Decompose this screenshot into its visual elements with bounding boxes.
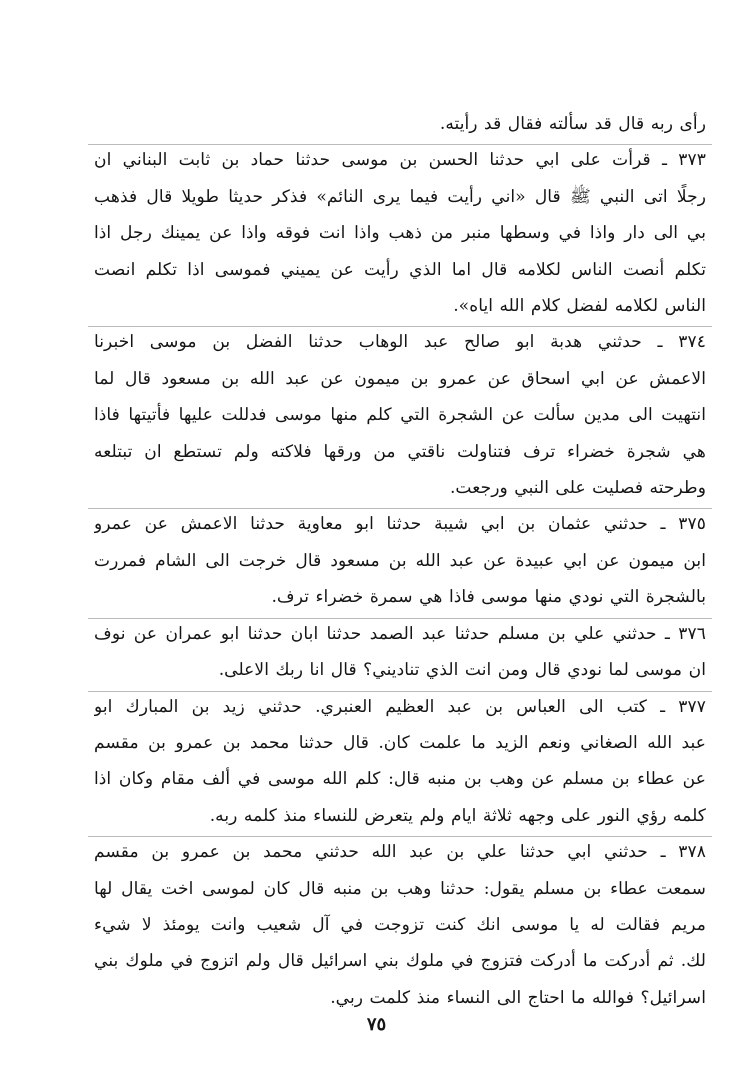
text-line: سمعت عطاء بن مسلم يقول: حدثنا وهب بن منبه قال كان لموسى اخت يقال لها bbox=[94, 878, 706, 899]
paragraph-373 bbox=[94, 142, 706, 324]
text-line: هي شجرة خضراء ترف فتناولت ناقتي من ورقها فلاكته ولم تستطع ان تبتلعه bbox=[94, 441, 706, 462]
paragraph-377 bbox=[94, 689, 706, 835]
page-number: ٧٥ bbox=[366, 1014, 387, 1035]
page-text-body bbox=[94, 106, 706, 1016]
text-line: رأى ربه قال قد سألته فقال قد رأيته. bbox=[439, 114, 706, 134]
text-line: الاعمش عن ابي اسحاق عن عمرو بن ميمون عن عبد الله بن مسعود قال لما bbox=[94, 368, 706, 389]
text-line: انتهيت الى مدين سألت عن الشجرة التي كلم منها موسى فدللت عليها فأتيتها فاذا bbox=[94, 405, 706, 426]
text-line: ٣٧٣ ـ قرأت على ابي حدثنا الحسن بن موسى حدثنا حماد بن ثابت البناني ان bbox=[94, 150, 706, 171]
paragraph-378 bbox=[94, 834, 706, 1016]
text-line: وطرحته فصليت على النبي ورجعت. bbox=[449, 478, 706, 499]
text-line: ٣٧٨ ـ حدثني ابي حدثنا علي بن عبد الله حدثني محمد بن عمرو بن مقسم bbox=[94, 842, 706, 863]
text-line: ان موسى لما نودي قال ومن انت الذي تناديني؟ قال انا ربك الاعلى. bbox=[218, 660, 706, 681]
paragraph-divider bbox=[88, 144, 712, 145]
text-line: كلمه رؤي النور على وجهه ثلاثة ايام ولم يتعرض للنساء منذ كلمه ربه. bbox=[209, 805, 706, 826]
text-line: تكلم أنصت الناس لكلامه قال اما الذي رأيت عن يميني فموسى اذا تكلم انصت bbox=[94, 259, 706, 280]
text-line: عن عطاء بن مسلم عن وهب بن منبه قال: كلم الله موسى في ألف مقام وكان اذا bbox=[94, 769, 706, 790]
text-line: ٣٧٥ ـ حدثني عثمان بن ابي شيبة حدثنا ابو معاوية حدثنا الاعمش عن عمرو bbox=[94, 514, 706, 535]
paragraph-divider bbox=[88, 508, 712, 509]
paragraph-divider bbox=[88, 691, 712, 692]
paragraph-divider bbox=[88, 618, 712, 619]
text-line: اسرائيل؟ فوالله ما احتاج الى النساء منذ كلمت ربي. bbox=[330, 987, 706, 1008]
text-line: لك. ثم أدركت ما أدركت فتزوج في ملوك بني اسرائيل قال ولم اتزوج في ملوك بني bbox=[94, 951, 706, 972]
text-line: رجلًا اتى النبي ﷺ قال «اني رأيت فيما يرى النائم» فذكر حديثا طويلا قال فذهب bbox=[94, 186, 706, 207]
paragraph-375 bbox=[94, 506, 706, 615]
paragraph-376 bbox=[94, 616, 706, 689]
text-line: ٣٧٧ ـ كتب الى العباس بن عبد العظيم العنبري. حدثني زيد بن المبارك ابو bbox=[94, 696, 706, 717]
text-line: ابن ميمون عن ابي عبيدة عن عبد الله بن مسعود قال خرجت الى الشام فمررت bbox=[94, 550, 706, 571]
text-line: ٣٧٤ ـ حدثني هدبة ابو صالح عبد الوهاب حدثنا الفضل بن موسى اخبرنا bbox=[94, 332, 706, 353]
text-line: بالشجرة التي نودي منها موسى فاذا هي سمرة خضراء ترف. bbox=[271, 587, 706, 608]
paragraph-divider bbox=[88, 836, 712, 837]
paragraph-divider bbox=[88, 326, 712, 327]
paragraph-continuation bbox=[94, 106, 706, 142]
paragraph-374 bbox=[94, 324, 706, 506]
text-line: بي الى دار واذا في وسطها منبر من ذهب واذا انت فوقه واذا عن يمينك رجل اذا bbox=[94, 223, 706, 244]
text-line: الناس لكلامه لفضل كلام الله اياه». bbox=[453, 296, 706, 317]
text-line: عبد الله الصغاني ونعم الزيد ما علمت كان. قال حدثنا محمد بن عمرو بن مقسم bbox=[94, 732, 706, 753]
text-line: ٣٧٦ ـ حدثني علي بن مسلم حدثنا عبد الصمد حدثنا ابان حدثنا ابو عمران عن نوف bbox=[94, 623, 706, 644]
text-line: مريم فقالت له يا موسى انك كنت تزوجت في آل شعيب وانت يومئذ لا شيء bbox=[94, 914, 706, 935]
